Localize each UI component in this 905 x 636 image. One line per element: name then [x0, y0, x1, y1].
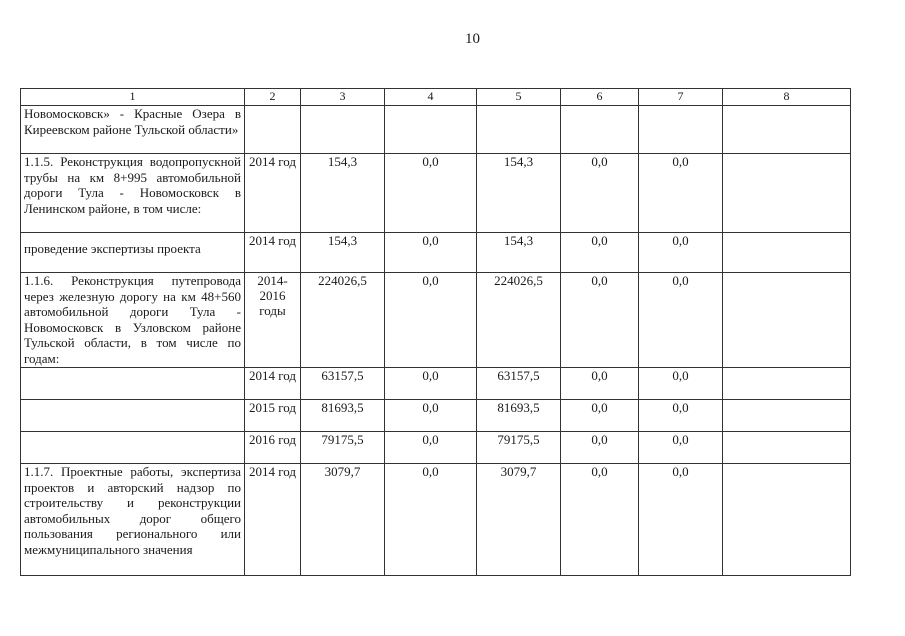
table-header-row	[21, 89, 851, 106]
cell-col4: 0,0	[385, 432, 477, 464]
table-row	[21, 273, 851, 368]
cell-col5	[477, 106, 561, 154]
row-period: 2014 год	[245, 233, 301, 273]
cell-col3: 224026,5	[301, 273, 385, 368]
cell-col8	[723, 154, 851, 233]
cell-col6: 0,0	[561, 368, 639, 400]
cell-col3: 81693,5	[301, 400, 385, 432]
cell-col8	[723, 106, 851, 154]
cell-col4: 0,0	[385, 368, 477, 400]
cell-col5: 224026,5	[477, 273, 561, 368]
cell-col6: 0,0	[561, 400, 639, 432]
cell-col5: 154,3	[477, 233, 561, 273]
table-row	[21, 400, 851, 432]
cell-col8	[723, 273, 851, 368]
row-description	[21, 400, 245, 432]
cell-col7: 0,0	[639, 233, 723, 273]
row-period: 2014 год	[245, 464, 301, 576]
row-description: 1.1.7. Проектные работы, экспертиза проектов и авторский надзор по строительству и реконструкции автомобильных дорог общего пользования регионального или межмуниципального значения	[21, 464, 245, 576]
table-row	[21, 368, 851, 400]
cell-col8	[723, 233, 851, 273]
cell-col4: 0,0	[385, 273, 477, 368]
row-description	[21, 368, 245, 400]
table-row	[21, 154, 851, 233]
row-description: Новомосковск» - Красные Озера в Киреевском районе Тульской области»	[21, 106, 245, 154]
cell-col5: 63157,5	[477, 368, 561, 400]
cell-col8	[723, 400, 851, 432]
cell-col7: 0,0	[639, 368, 723, 400]
cell-col7: 0,0	[639, 154, 723, 233]
cell-col6: 0,0	[561, 464, 639, 576]
cell-col7: 0,0	[639, 400, 723, 432]
row-period: 2016 год	[245, 432, 301, 464]
cell-col3: 3079,7	[301, 464, 385, 576]
row-period: 2014-2016 годы	[245, 273, 301, 368]
table-row	[21, 464, 851, 576]
column-header: 4	[385, 89, 477, 106]
cell-col7: 0,0	[639, 464, 723, 576]
row-period: 2014 год	[245, 154, 301, 233]
cell-col3	[301, 106, 385, 154]
row-period: 2014 год	[245, 368, 301, 400]
budget-table	[20, 88, 851, 576]
column-header: 7	[639, 89, 723, 106]
cell-col5: 3079,7	[477, 464, 561, 576]
cell-col8	[723, 464, 851, 576]
column-header: 6	[561, 89, 639, 106]
cell-col3: 63157,5	[301, 368, 385, 400]
page-number: 10	[465, 31, 480, 47]
cell-col3: 79175,5	[301, 432, 385, 464]
column-header: 2	[245, 89, 301, 106]
cell-col7: 0,0	[639, 273, 723, 368]
cell-col6: 0,0	[561, 154, 639, 233]
cell-col7	[639, 106, 723, 154]
row-period	[245, 106, 301, 154]
cell-col4: 0,0	[385, 400, 477, 432]
row-description	[21, 432, 245, 464]
cell-col5: 79175,5	[477, 432, 561, 464]
table-row	[21, 233, 851, 273]
cell-col5: 81693,5	[477, 400, 561, 432]
cell-col8	[723, 432, 851, 464]
row-description: 1.1.6. Реконструкция путепровода через железную дорогу на км 48+560 автомобильной дороги Тула - Новомосковск в Узловском районе Тульской области, в том числе по годам:	[21, 273, 245, 368]
cell-col7: 0,0	[639, 432, 723, 464]
cell-col6: 0,0	[561, 233, 639, 273]
table-row	[21, 432, 851, 464]
cell-col3: 154,3	[301, 154, 385, 233]
cell-col4: 0,0	[385, 464, 477, 576]
cell-col6: 0,0	[561, 273, 639, 368]
row-description: проведение экспертизы проекта	[21, 233, 245, 273]
column-header: 3	[301, 89, 385, 106]
column-header: 1	[21, 89, 245, 106]
row-period: 2015 год	[245, 400, 301, 432]
cell-col6	[561, 106, 639, 154]
column-header: 5	[477, 89, 561, 106]
cell-col8	[723, 368, 851, 400]
table-row	[21, 106, 851, 154]
row-description: 1.1.5. Реконструкция водопропускной трубы на км 8+995 автомобильной дороги Тула - Новомосковск в Ленинском районе, в том числе:	[21, 154, 245, 233]
cell-col5: 154,3	[477, 154, 561, 233]
cell-col4: 0,0	[385, 154, 477, 233]
column-header: 8	[723, 89, 851, 106]
cell-col6: 0,0	[561, 432, 639, 464]
cell-col4: 0,0	[385, 233, 477, 273]
cell-col4	[385, 106, 477, 154]
cell-col3: 154,3	[301, 233, 385, 273]
